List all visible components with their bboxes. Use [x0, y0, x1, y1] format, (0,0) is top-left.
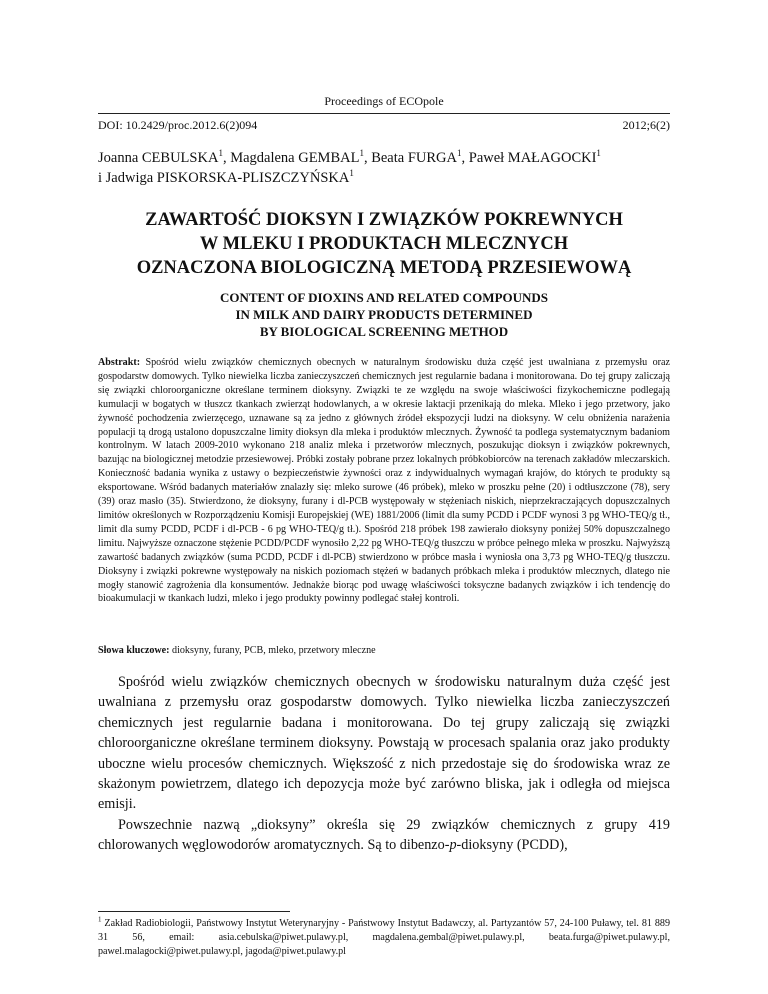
- body-text: [98, 672, 670, 856]
- author: Beata FURGA$^1$,: [371, 148, 469, 166]
- title-line: CONTENT OF DIOXINS AND RELATED COMPOUNDS: [219, 290, 549, 305]
- footnote: [98, 917, 670, 959]
- doi-row: [98, 113, 670, 133]
- author: Joanna CEBULSKA$^1$,: [98, 148, 231, 166]
- abstract-label: Abstrakt:: [98, 357, 141, 368]
- author: i Jadwiga PISKORSKA-PLISZCZYŃSKA$^1$: [98, 168, 354, 186]
- abstract-text: Spośród wielu związków chemicznych obecnych w naturalnym środowisku duża część jest uwalniana z przemysłu oraz gospodarstw domowych. Tylko niewielka liczba zanieczyszczeń chemicznych jest regularnie badana i monitorowana. Do tej grupy zaliczają się związki chloroorganiczne określane terminem dioksyny. Związki te ze względu na swoje właściwości fizykochemiczne podlegają kumulacji w bogatych w tłuszcz tkankach zwierząt hodowlanych, a w okresie laktacji przenikają do mleka. Mleko i jego przetwory, jako żywność pochodzenia zwierzęcego, uznawane są za jedno z głównych źródeł ekspozycji ludzi na dioksyny. W celu obniżenia narażenia populacji tą drogą ustalono dopuszczalne limity dioksyn dla mleka i produktów mlecznych. Żywność ta podlega systematycznym badaniom kontrolnym. W latach 2009-2010 wykonano 218 analiz mleka i przetworów mlecznych, poszukując dioksyn i związków pokrewnych, bazując na biologicznej metodzie przesiewowej. Próbki zostały pobrane przez lokalnych próbkobiorców na terenach zakładów mleczarskich. Konieczność badania wynika z ustawy o bezpieczeństwie żywności oraz z indywidualnych wymagań krajów, do których te produkty są eksportowane. Wśród badanych materiałów znalazły się: mleko surowe (46 próbek), mleko w proszku pełne (20) i odtłuszczone (78), sery (39) oraz masło (35). Stwierdzono, że dioksyny, furany i dl-PCB występowały w stężeniach niskich, nieprzekraczających dopuszczalnych limitów określonych w Rozporządzeniu Komisji Europejskiej (WE) 1881/2006 (limit dla sumy PCDD i PCDF wynosi 3 pg WHO-TEQ/g tł., limit dla sumy PCDD, PCDF i dl-PCB - 6 pg WHO-TEQ/g tł.). Spośród 218 próbek 198 zawierało dioksyny poniżej 50% dopuszczalnego limitu. Najwyższe oznaczone stężenie PCDD/PCDF wynosiło 2,22 pg WHO-TEQ/g tłuszczu w próbce pełnego mleka w proszku. Najwyższą zawartość badanych związków (suma PCDD, PCDF i dl-PCB) stwierdzono w próbce masła i wyniosła ona 3,73 pg WHO-TEQ/g tłuszczu. Dioksyny i związki pokrewne występowały na niskich poziomach stężeń w badanych próbkach mleka i produktów mlecznych, dlatego nie mogły stanowić zagrożenia dla konsumentów. Jednakże biorąc pod uwagę właściwości toksyczne badanych związków i ich tendencję do bioakumulacji w tkankach ludzi, mleko i jego produkty powinny podlegać stałej kontroli.: [98, 357, 670, 605]
- proceedings-header: Proceedings of ECOpole: [324, 94, 444, 108]
- abstract: [98, 356, 670, 606]
- keywords-label: Słowa kluczowe:: [98, 645, 170, 656]
- title-polish: [98, 208, 670, 280]
- footnote-divider: [98, 911, 290, 912]
- footnote-text: Zakład Radiobiologii, Państwowy Instytut Weterynaryjny - Państwowy Instytut Badawczy, al. Partyzantów 57, 24-100 Puławy, tel. 81 889 31 56, email: asia.cebulska@piwet.pulawy.pl, magdalena.gembal@piwet.pulawy.pl, beata.furga@piwet.pulawy.pl, pawel.malagocki@piwet.pulawy.pl, jagoda@piwet.pulawy.pl: [98, 918, 670, 957]
- title-line: W MLEKU I PRODUKTACH MLECZNYCH: [199, 234, 569, 254]
- paragraph: Spośród wielu związków chemicznych obecnych w środowisku naturalnym duża część jest uwalniana z przemysłu oraz gospodarstw domowych. Tylko niewielka liczba zanieczyszczeń chemicznych jest regularnie badana i monitorowana. Do tej grupy zaliczają się związki chloroorganiczne określane terminem dioksyny. Powstają w procesach spalania oraz jako produkty uboczne wielu procesów chemicznych. Większość z nich przedostaje się do środowiska wraz ze skażonym powietrzem, dlatego ich depozycja może być zarówno bliska, jak i odległa od miejsca emisji.: [98, 674, 670, 813]
- title-line: IN MILK AND DAIRY PRODUCTS DETERMINED: [235, 307, 533, 322]
- author: Magdalena GEMBAL$^1$,: [230, 148, 372, 166]
- paragraph: Powszechnie nazwą „dioksyny” określa się 29 związków chemicznych z grupy 419 chlorowanych węglowodorów aromatycznych. Są to dibenzo-p-dioksyny (PCDD),: [98, 816, 670, 854]
- title-line: BY BIOLOGICAL SCREENING METHOD: [259, 324, 509, 339]
- keywords-text: dioksyny, furany, PCB, mleko, przetwory mleczne: [172, 645, 376, 656]
- title-line: OZNACZONA BIOLOGICZNĄ METODĄ PRZESIEWOWĄ: [136, 258, 632, 278]
- title-english: [98, 289, 670, 340]
- author: Paweł MAŁAGOCKI$^1$: [468, 148, 601, 166]
- title-line: ZAWARTOŚĆ DIOKSYN I ZWIĄZKÓW POKREWNYCH: [145, 210, 623, 230]
- footnote-mark: 1: [98, 915, 102, 924]
- doi: DOI: 10.2429/proc.2012.6(2)094: [98, 118, 258, 132]
- author-list: [98, 148, 670, 188]
- keywords: [98, 644, 670, 658]
- volume: 2012;6(2): [622, 118, 670, 132]
